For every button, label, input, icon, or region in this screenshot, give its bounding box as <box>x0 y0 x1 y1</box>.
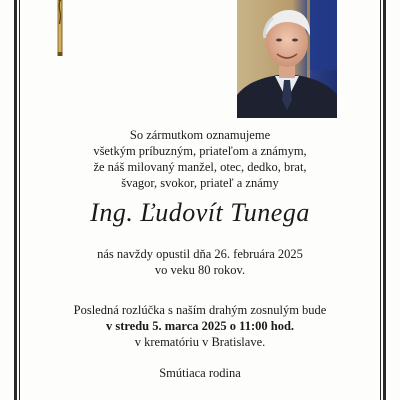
left-border-line <box>14 0 17 400</box>
intro-line: že náš milovaný manžel, otec, dedko, brat, <box>93 160 307 174</box>
age-line: vo veku 80 rokov. <box>154 263 246 277</box>
passing-date-line: nás navždy opustil dňa 26. februára 2025 <box>97 247 303 261</box>
passing-details <box>60 246 340 278</box>
intro-line: švagor, svokor, priateľ a známy <box>121 176 279 190</box>
family-signature: Smútiaca rodina <box>159 366 241 380</box>
right-border-line <box>383 0 386 400</box>
announcement-intro <box>60 127 340 191</box>
intro-line: všetkým príbuzným, priateľom a známym, <box>93 144 307 158</box>
portrait-photo <box>237 0 337 118</box>
farewell-location: v krematóriu v Bratislave. <box>134 335 266 349</box>
farewell-intro-line: Posledná rozlúčka s naším drahým zosnulým bude <box>73 303 327 317</box>
deceased-name: Ing. Ľudovít Tunega <box>90 198 310 227</box>
funeral-details <box>40 302 360 350</box>
intro-line: So zármutkom oznamujeme <box>129 128 271 142</box>
farewell-date-time: v stredu 5. marca 2025 o 11:00 hod. <box>105 319 295 333</box>
crucifix-icon <box>52 0 68 56</box>
